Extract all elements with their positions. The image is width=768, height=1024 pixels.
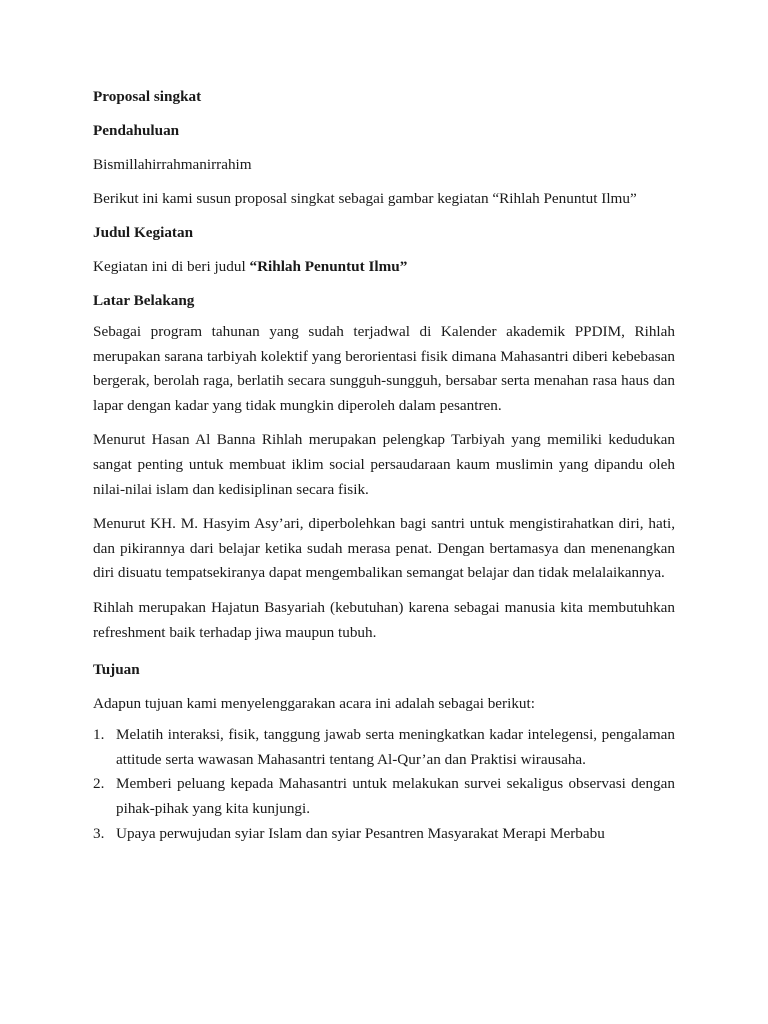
list-item-text: Memberi peluang kepada Mahasantri untuk melakukan survei sekaligus observasi dengan pihak-pihak yang kita kunjungi. [116,775,675,817]
list-item [93,772,675,821]
list-item-number: 2. [93,775,105,793]
section-heading-tujuan: Tujuan [93,661,140,679]
judul-paragraph [93,258,675,276]
list-item [93,723,675,772]
document-page [93,88,675,846]
document-title: Proposal singkat [93,88,202,105]
section-heading-latar: Latar Belakang [93,292,195,309]
latar-paragraph-1: Sebagai program tahunan yang sudah terjadwal di Kalender akademik PPDIM, Rihlah merupakan sarana tarbiyah kolektif yang berorientasi fisik dimana Mahasantri diberi kebebasan bergerak, berolah raga, berlatih secara sungguh-sungguh, bersabar serta menahan rasa haus dan lapar dengan kadar yang tidak mungkin diperoleh dalam pesantren. [93,323,675,414]
latar-paragraph-3: Menurut KH. M. Hasyim Asy’ari, diperbolehkan bagi santri untuk mengistirahatkan diri, hati, dan pikirannya dari belajar ketika sudah merasa penat. Dengan bertamasya dan menenangkan diri disuatu tempatsekiranya dapat mengembalikan semangat belajar dan tidak melalaikannya. [93,515,675,582]
intro-paragraph: Berikut ini kami susun proposal singkat sebagai gambar kegiatan “Rihlah Penuntut Ilmu” [93,190,637,207]
list-item-number: 1. [93,726,105,744]
latar-paragraph-4: Rihlah merupakan Hajatun Basyariah (kebutuhan) karena sebagai manusia kita membutuhkan refreshment baik terhadap jiwa maupun tubuh. [93,598,675,641]
list-item-text: Upaya perwujudan syiar Islam dan syiar Pesantren Masyarakat Merapi Merbabu [116,824,605,842]
section-heading-judul: Judul Kegiatan [93,224,194,241]
judul-title: “Rihlah Penuntut Ilmu” [249,258,408,275]
latar-paragraph-2: Menurut Hasan Al Banna Rihlah merupakan pelengkap Tarbiyah yang memiliki kedudukan sangat penting untuk membuat iklim social persaudaraan kaum muslimin yang dipandu oleh nilai-nilai islam dan kedisiplinan secara fisik. [93,431,675,498]
tujuan-intro: Adapun tujuan kami menyelenggarakan acara ini adalah sebagai berikut: [93,695,535,713]
list-item [93,822,675,847]
list-item-text: Melatih interaksi, fisik, tanggung jawab serta meningkatkan kadar intelegensi, pengalaman attitude serta wawasan Mahasantri tentang Al-Qur’an dan Praktisi wirausaha. [116,726,675,768]
basmalah-text: Bismillahirrahmanirrahim [93,156,252,173]
tujuan-list [93,723,675,846]
judul-prefix: Kegiatan ini di beri judul [93,258,250,275]
list-item-number: 3. [93,824,105,842]
section-heading-pendahuluan: Pendahuluan [93,122,180,139]
